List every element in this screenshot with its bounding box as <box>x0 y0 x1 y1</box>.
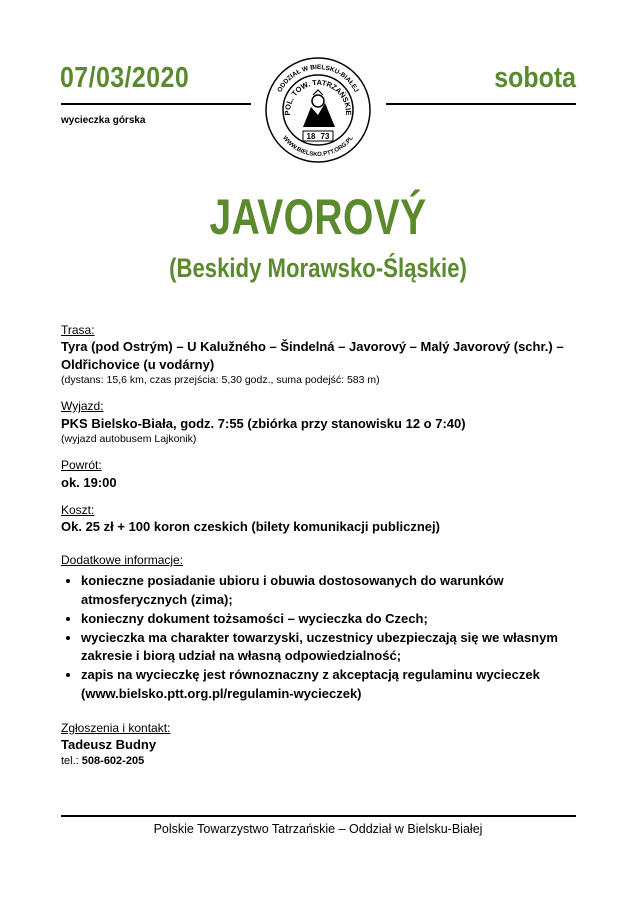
page-title: JAVOROVÝ <box>209 189 427 245</box>
logo-ring-text: ODDZIAŁ W BIELSKU-BIAŁEJ <box>276 63 360 94</box>
phone-prefix: tel.: <box>61 754 79 767</box>
svg-text:POL. TOW. TATRZAŃSKIE <box>283 78 353 116</box>
route-section <box>61 322 581 387</box>
departure-note: (wyjazd autobusem Lajkonik) <box>61 433 197 446</box>
info-item: • zapis na wycieczkę jest równoznaczny z akceptacją regulaminu wycieczek (www.bielsko.ptt.org.pl/regulamin-wycieczek) <box>81 666 581 704</box>
contact-phone <box>61 754 581 769</box>
header-rule-right <box>386 103 576 105</box>
return-label: Powrót: <box>61 458 102 473</box>
ptt-logo-icon <box>263 55 373 165</box>
departure-label: Wyjazd: <box>61 399 104 414</box>
trip-date: 07/03/2020 <box>60 62 190 94</box>
cost-section <box>61 502 581 536</box>
trip-details <box>61 322 581 780</box>
info-list <box>61 572 581 704</box>
logo-year-right: 73 <box>320 132 330 141</box>
contact-name: Tadeusz Budny <box>61 737 157 753</box>
page-subtitle: (Beskidy Morawsko-Śląskie) <box>169 253 467 283</box>
footer-rule <box>61 815 576 817</box>
departure-section <box>61 398 581 446</box>
contact-label: Zgłoszenia i kontakt: <box>61 720 171 735</box>
logo-year-left: 18 <box>306 132 316 141</box>
trip-type: wycieczka górska <box>61 115 146 126</box>
cost-label: Koszt: <box>61 503 95 518</box>
departure-value: PKS Bielsko-Biała, godz. 7:55 (zbiórka przy stanowisku 12 o 7:40) <box>61 415 466 431</box>
route-details: (dystans: 15,6 km, czas przejścia: 5,30 godz., suma podejść: 583 m) <box>61 374 380 387</box>
logo-emblem-icon <box>303 90 335 127</box>
header-rule-left <box>61 103 251 105</box>
cost-value: Ok. 25 zł + 100 koron czeskich (bilety komunikacji publicznej) <box>61 519 440 535</box>
route-line2: Oldřichovice (u vodárny) <box>61 356 215 372</box>
contact-section <box>61 720 581 769</box>
logo-inner-text: POL. TOW. TATRZAŃSKIE <box>282 77 354 116</box>
logo-ring-bottom-text: WWW.BIELSKO.PTT.ORG.PL <box>281 135 355 159</box>
return-value: ok. 19:00 <box>61 474 117 490</box>
route-line1: Tyra (pod Ostrým) – U Kalužného – Šindelná – Javorový – Malý Javorový (schr.) – <box>61 339 564 355</box>
route-label: Trasa: <box>61 323 95 337</box>
info-item: • konieczny dokument tożsamości – wycieczka do Czech; <box>81 610 581 629</box>
return-section <box>61 457 581 491</box>
info-item: • konieczne posiadanie ubioru i obuwia dostosowanych do warunków atmosferycznych (zima); <box>81 572 581 610</box>
info-item: • wycieczka ma charakter towarzyski, uczestnicy ubezpieczają się we własnym zakresie i biorą udział na własną odpowiedzialność; <box>81 629 581 667</box>
trip-day: sobota <box>494 62 576 94</box>
info-section <box>61 552 581 704</box>
footer-text: Polskie Towarzystwo Tatrzańskie – Oddział w Bielsku-Białej <box>153 822 483 836</box>
phone-number: 508-602-205 <box>81 754 145 767</box>
info-label: Dodatkowe informacje: <box>61 552 184 567</box>
